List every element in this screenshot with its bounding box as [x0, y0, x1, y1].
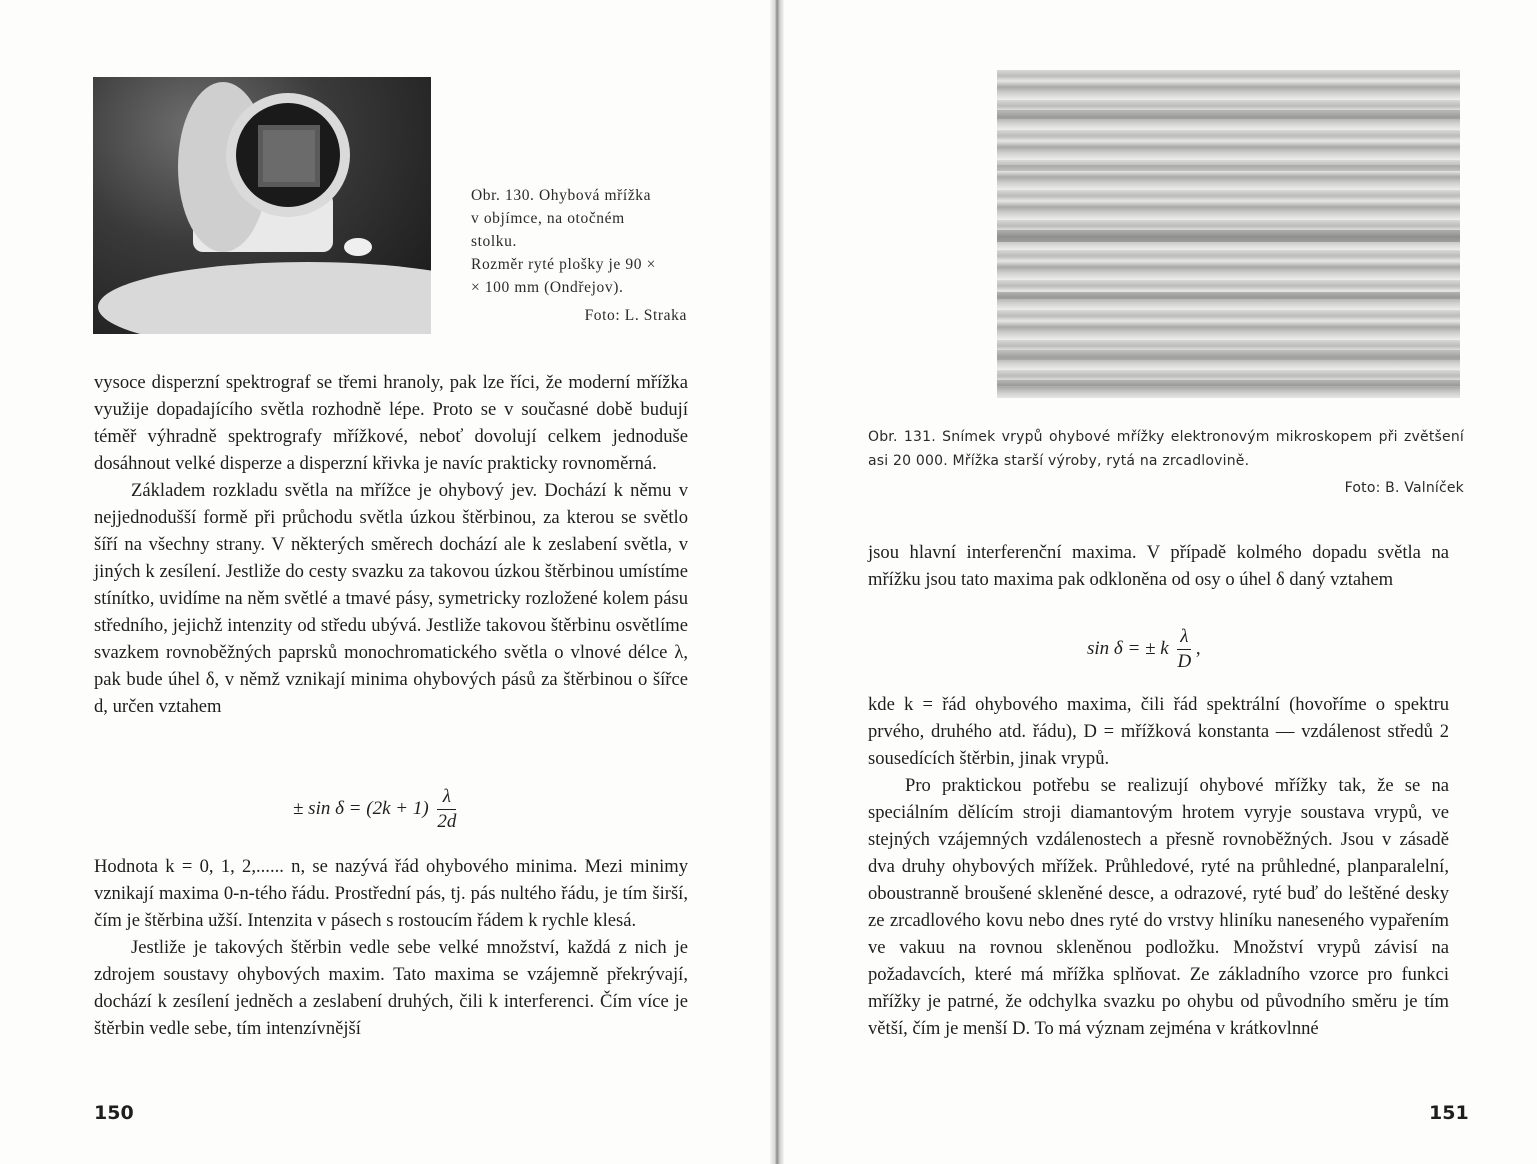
photo-credit: Foto: L. Straka [584, 307, 687, 324]
fraction-bar [1177, 649, 1191, 650]
formula-lhs: sin δ = ± k [1087, 637, 1169, 659]
caption-line: Rozměr ryté plošky je 90 × [471, 256, 656, 273]
caption-line: stolku. [471, 233, 517, 250]
caption-line: Obr. 130. Ohybová mřížka [471, 187, 652, 204]
fraction-bar [437, 809, 456, 810]
right-body-text [868, 539, 1449, 593]
paragraph: vysoce disperzní spektrograf se třemi hranoly, pak lze říci, že moderní mřížka využije dopadajícího světla rozhodně lépe. Proto se v současné době budují téměř výhradně spektrografy mřížkové, neboť dovolují celkem jednoduše dosáhnout velké disperze a disperzní křivka je navíc prakticky rovnoměrná. [94, 372, 688, 474]
caption-text: Obr. 131. Snímek vrypů ohybové mřížky elektronovým mikroskopem při zvětšení asi 20 000. Mřížka starší výroby, rytá na zrcadlovině. [868, 429, 1464, 469]
formula-fraction [437, 786, 456, 833]
right-page [784, 0, 1537, 1164]
photo-credit: Foto: B. Valníček [1344, 480, 1464, 496]
formula-denominator: D [1177, 651, 1192, 672]
page-number: 151 [1429, 1102, 1469, 1124]
formula-denominator: 2d [437, 811, 457, 832]
right-body-text-continued [868, 691, 1449, 1042]
figure-130-caption [471, 184, 687, 327]
formula-suffix: , [1195, 637, 1201, 659]
paragraph: Pro praktickou potřebu se realizují ohybové mřížky tak, že se na speciálním dělícím stroji diamantovým hrotem vyryje soustava vrypů, ve stejných vzájemných vzdálenostech a přesně rovnoběžných. Jsou v zásadě dva druhy ohybových mřížek. Průhledové, ryté na průhledné, planparalelní, oboustranně broušené skleněné desce, a odrazové, ryté buď do leštěné desky ze zrcadlového kovu nebo dnes ryté do vrstvy hliníku naneseného vypařením ve vakuu na rovnou skleněnou podložku. Množství vrypů závisí na požadavcích, které má mřížka splňovat. Ze základního vzorce pro funkci mřížky je patrné, že odchylka svazku po ohybu od původního směru je tím větší, čím je menší D. To má význam zejména v krátkovlnné [868, 775, 1449, 1039]
formula-lhs: ± sin δ = (2k + 1) [293, 797, 429, 819]
paragraph: Základem rozkladu světla na mřížce je ohybový jev. Dochází k němu v nejjednodušší formě při průchodu světla úzkou štěrbinou, za kterou se světlo šíří na všechny strany. V některých směrech dochází ale k zeslabení světla, v jiných k zesílení. Jestliže do cesty svazku za takovou úzkou štěrbinou umístíme stínítko, uvidíme na něm světlé a tmavé pásy, symetricky rozložené kolem pásu středního, jejichž intenzity od středu ubývá. Jestliže takovou štěrbinu osvětlíme svazkem rovnoběžných paprsků monochromatického světla o vlnové délce λ, pak bude úhel δ, v němž vznikají minima ohybových pásů za štěrbinou o šířce d, určen vztahem [94, 480, 688, 717]
left-body-text [94, 369, 688, 720]
maximum-formula [1087, 626, 1201, 673]
grating-mount-photo [93, 77, 431, 334]
formula-fraction [1177, 626, 1191, 673]
paragraph: Jestliže je takových štěrbin vedle sebe velké množství, každá z nich je zdrojem soustavy ohybových maxim. Tato maxima se vzájemně překrývají, dochází k zesílení jedněch a zeslabení druhých, čili k interferenci. Čím více je štěrbin vedle sebe, tím intenzívnější [94, 937, 688, 1039]
minimum-formula [293, 786, 456, 833]
caption-line: × 100 mm (Ondřejov). [471, 279, 624, 296]
figure-131-caption [868, 425, 1464, 500]
formula-numerator: λ [442, 786, 452, 807]
paragraph: jsou hlavní interferenční maxima. V případě kolmého dopadu světla na mřížku jsou tato maxima pak odkloněna od osy o úhel δ daný vztahem [868, 542, 1449, 590]
book-gutter [770, 0, 784, 1164]
left-body-text-continued [94, 853, 688, 1042]
caption-line: v objímce, na otočném [471, 210, 625, 227]
paragraph: kde k = řád ohybového maxima, čili řád spektrální (hovoříme o spektru prvého, druhého atd. řádu), D = mřížková konstanta — vzdálenost středů 2 sousedících štěrbin, jinak vrypů. [868, 694, 1449, 769]
paragraph: Hodnota k = 0, 1, 2,...... n, se nazývá řád ohybového minima. Mezi minimy vznikají maxima 0-n-tého řádu. Prostřední pás, tj. pás nultého řádu, je tím širší, čím je štěrbina užší. Intenzita v pásech s rostoucím řádem k rychle klesá. [94, 856, 688, 931]
formula-numerator: λ [1180, 626, 1189, 647]
electron-microscope-photo [997, 70, 1460, 398]
grating-mount-illustration [93, 77, 431, 334]
page-number: 150 [94, 1102, 134, 1124]
